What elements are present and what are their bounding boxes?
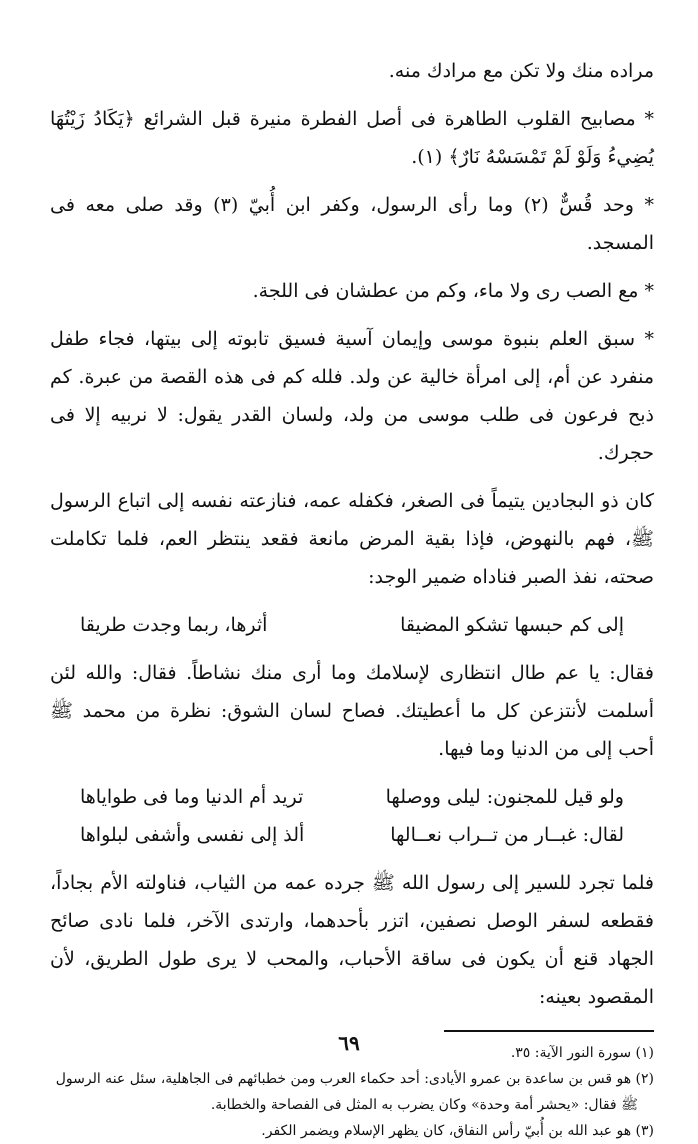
paragraph-quss: * وحد قُسٌّ (٢) وما رأى الرسول، وكفر ابن أُبيّ (٣) وقد صلى معه فى المسجد.	[50, 194, 655, 254]
verse-line	[50, 816, 654, 854]
verse-hemistich-left: تريد أم الدنيا وما فى طواياها	[80, 786, 304, 808]
page-number: ٦٩	[338, 1031, 360, 1055]
paragraph-final: فلما تجرد للسير إلى رسول الله ﷺ جرده عمه من الثياب، فناولته الأم بجاداً، فقطعه لسفر الوصل نصفين، اتزر بأحدهما، وارتدى الآخر، فلما نادى صائح الجهاد قنع أن يكون فى ساقة الأحباب، والمحب لا يرى طول الطريق، لأن المقصود بعينه:	[50, 872, 654, 1008]
verse-hemistich-right: لقال: غبــار من تــراب نعــالها	[390, 824, 624, 846]
verse-hemistich-right: إلى كم حبسها تشكو المضيقا	[400, 614, 624, 636]
verse-line	[50, 606, 654, 644]
footnote-1: (١) سورة النور الآية: ٣٥.	[510, 1045, 654, 1061]
paragraph-lamps-of-hearts: * مصابيح القلوب الطاهرة فى أصل الفطرة منيرة قبل الشرائع ﴿يَكَادُ زَيْتُهَا يُضِيءُ وَلَوْ لَمْ تَمْسَسْهُ نَارٌ﴾ (١).	[50, 108, 654, 168]
paragraph-dhul-bijadayn: كان ذو البجادين يتيماً فى الصغر، فكفله عمه، فنازعته نفسه إلى اتباع الرسول ﷺ، فهم بالنهوض، فإذا بقية المرض مانعة فقعد ينتظر العم، فلما تكاملت صحته، نفذ الصبر فناداه ضمير الوجد:	[50, 490, 654, 588]
paragraph-thirst: * مع الصب رى ولا ماء، وكم من عطشان فى اللجة.	[252, 280, 654, 302]
verse-hemistich-left: أثرها، ربما وجدت طريقا	[80, 614, 268, 636]
footnote-2: (٢) هو قس بن ساعدة بن عمرو الأيادى: أحد حكماء العرب ومن خطبائهم فى الجاهلية، سئل عنه الرسول	[55, 1071, 654, 1087]
verse-hemistich-right: ولو قيل للمجنون: ليلى ووصلها	[385, 786, 624, 808]
verse-hemistich-left: ألذ إلى نفسى وأشفى لبلواها	[80, 824, 305, 846]
paragraph-uncle-dialogue: فقال: يا عم طال انتظارى لإسلامك وما أرى منك نشاطاً. فقال: والله لئن أسلمت لأنتزعن كل ما أعطيتك. فصاح لسان الشوق: نظرة من محمد ﷺ أحب إلى من الدنيا وما فيها.	[50, 662, 654, 760]
paragraph-musa: * سبق العلم بنبوة موسى وإيمان آسية فسيق تابوته إلى بيتها، فجاء طفل منفرد عن أم، إلى امرأة خالية عن ولد. فلله كم فى هذه القصة من عبرة. كم ذبح فرعون فى طلب موسى من ولد، ولسان القدر يقول: لا نربيه إلا فى حجرك.	[50, 328, 654, 464]
verse-block-2	[50, 778, 654, 854]
footnote-2-continued: ﷺ فقال: «يحشر أمة وحدة» وكان يضرب به المثل فى الفصاحة والخطابة.	[210, 1097, 638, 1113]
paragraph-opening: مراده منك ولا تكن مع مرادك منه.	[388, 60, 654, 82]
verse-block-1	[50, 606, 654, 644]
verse-line	[50, 778, 654, 816]
footnote-3: (٣) هو عبد الله بن أُبيّ رأس النفاق، كان يظهر الإسلام ويضمر الكفر.	[261, 1123, 654, 1139]
